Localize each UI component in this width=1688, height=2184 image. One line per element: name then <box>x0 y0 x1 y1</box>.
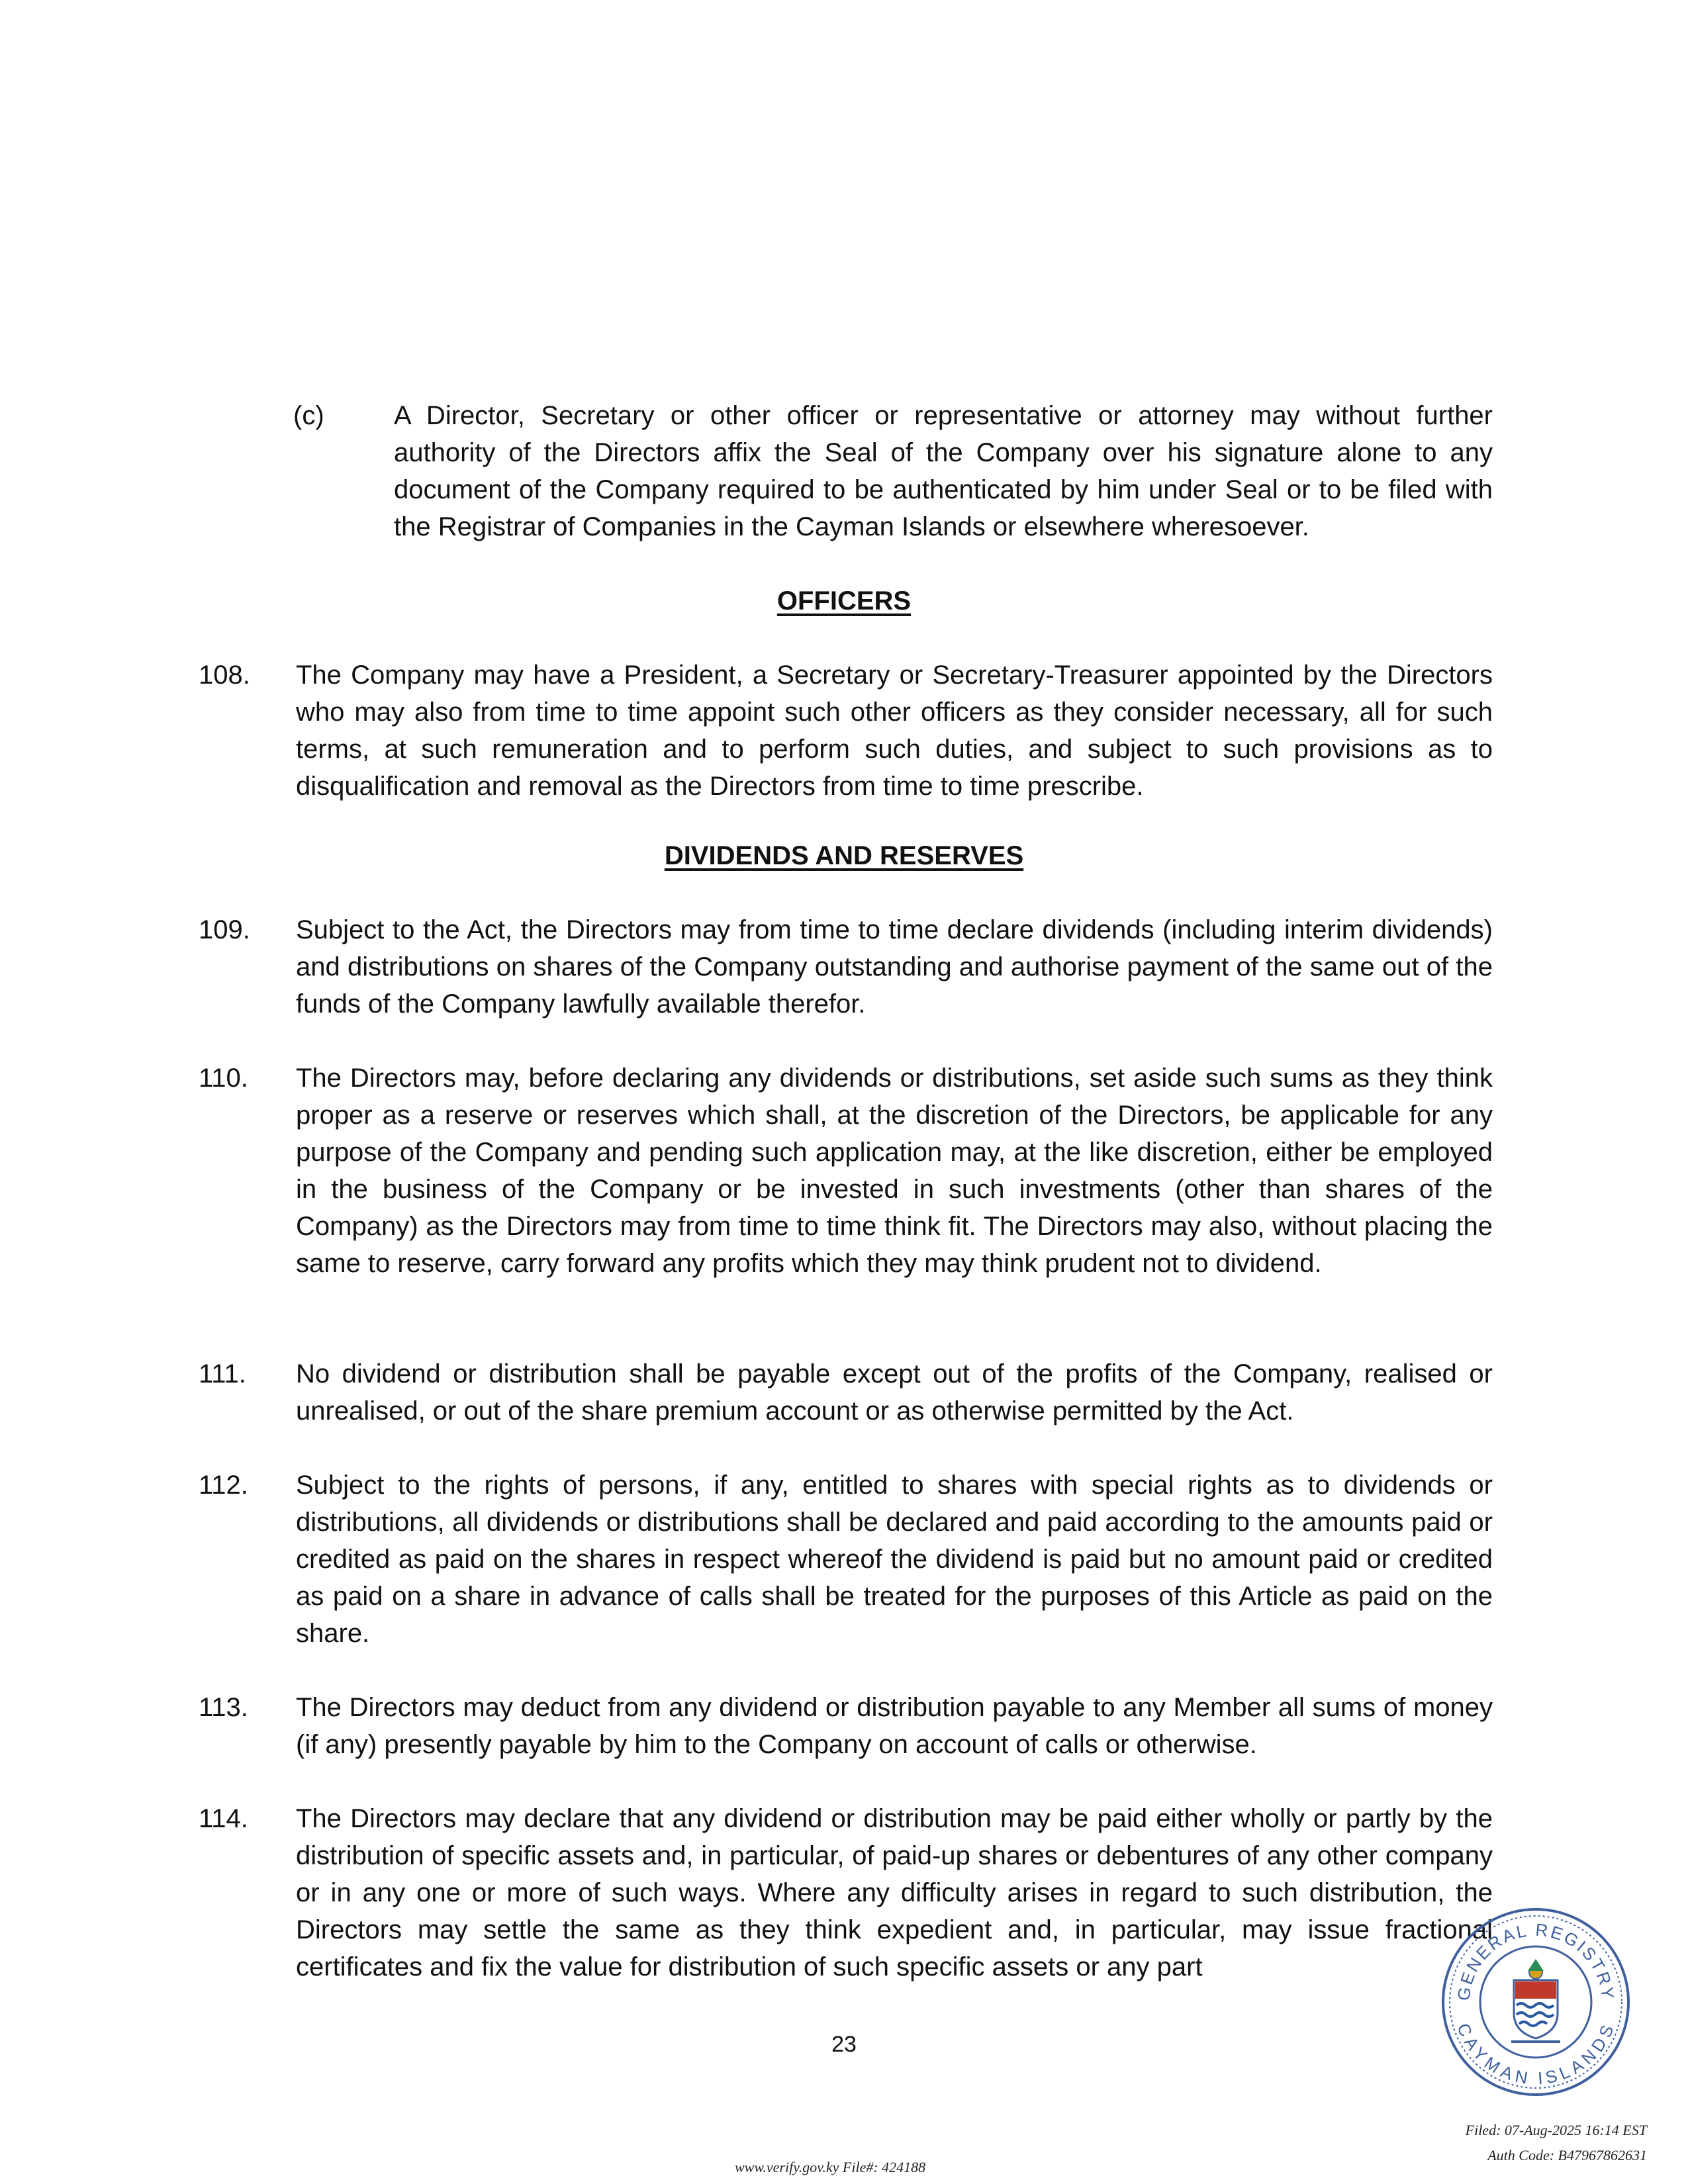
article-number: 111. <box>199 1359 246 1388</box>
section-heading-officers: OFFICERS <box>776 586 912 615</box>
crest-icon <box>1511 1959 1560 2042</box>
article-text: The Directors may declare that any dividend or distribution may be paid either wholly or partly by the distribution of specific assets and, in particular, of paid-up shares or debentures of any other company or in any one or more of such ways. Where any difficulty arises in regard to such distribution, the Directors may settle the same as they think expedient and, in particular, may issue fractional certificates and fix the value for distribution of such specific assets or any part <box>296 1804 1493 1981</box>
article-number: 114. <box>199 1804 248 1833</box>
article-number: 109. <box>199 915 250 944</box>
article-number: 113. <box>199 1693 248 1722</box>
footer-verify: www.verify.gov.ky File#: 424188 <box>735 2159 926 2175</box>
section-heading-dividends: DIVIDENDS AND RESERVES <box>664 841 1024 870</box>
page-number: 23 <box>831 2032 857 2057</box>
article-number: 110. <box>199 1064 248 1093</box>
article-number: 108. <box>199 660 250 690</box>
article-text: Subject to the rights of persons, if any, entitled to shares with special rights as to dividends or distributions, all dividends or distributions shall be declared and paid according to the amounts paid or credited as paid on the shares in respect whereof the dividend is paid but no amount paid or credited as paid on a share in advance of calls shall be treated for the purposes of this Article as paid on the share. <box>296 1471 1493 1648</box>
article-text: The Company may have a President, a Secretary or Secretary-Treasurer appointed by the Directors who may also from time to time appoint such other officers as they consider necessary, all for such terms, at such remuneration and to perform such duties, and subject to such provisions as to disqualification and removal as the Directors from time to time prescribe. <box>296 660 1493 801</box>
seal-top-text: GENERAL REGISTRY <box>1453 1919 1618 2002</box>
seal-bottom-text: CAYMAN ISLANDS <box>1453 2020 1618 2089</box>
registry-seal-icon <box>1440 1906 1632 2098</box>
footer-filing-info <box>1466 2118 1647 2168</box>
article-text: The Directors may deduct from any dividend or distribution payable to any Member all sums of money (if any) presently payable by him to the Company on account of calls or otherwise. <box>296 1693 1493 1759</box>
clause-number: (c) <box>293 401 324 430</box>
footer-auth-code: Auth Code: B47967862631 <box>1487 2147 1647 2163</box>
footer-filed: Filed: 07-Aug-2025 16:14 EST <box>1465 2122 1647 2138</box>
clause-text: A Director, Secretary or other officer or representative or attorney may without further authority of the Directors affix the Seal of the Company over his signature alone to any document of the Company required to be authenticated by him under Seal or to be filed with the Registrar of Companies in the Cayman Islands or elsewhere wheresoever. <box>394 401 1493 541</box>
article-number: 112. <box>199 1471 248 1500</box>
article-text: No dividend or distribution shall be payable except out of the profits of the Company, realised or unrealised, or out of the share premium account or as otherwise permitted by the Act. <box>296 1359 1493 1426</box>
article-text: Subject to the Act, the Directors may from time to time declare dividends (including interim dividends) and distributions on shares of the Company outstanding and authorise payment of the same out of the funds of the Company lawfully available therefor. <box>296 915 1493 1019</box>
article-text: The Directors may, before declaring any dividends or distributions, set aside such sums as they think proper as a reserve or reserves which shall, at the discretion of the Directors, be applicable for any purpose of the Company and pending such application may, at the like discretion, either be employed in the business of the Company or be invested in such investments (other than shares of the Company) as the Directors may from time to time think fit. The Directors may also, without placing the same to reserve, carry forward any profits which they may think prudent not to dividend. <box>296 1064 1493 1278</box>
